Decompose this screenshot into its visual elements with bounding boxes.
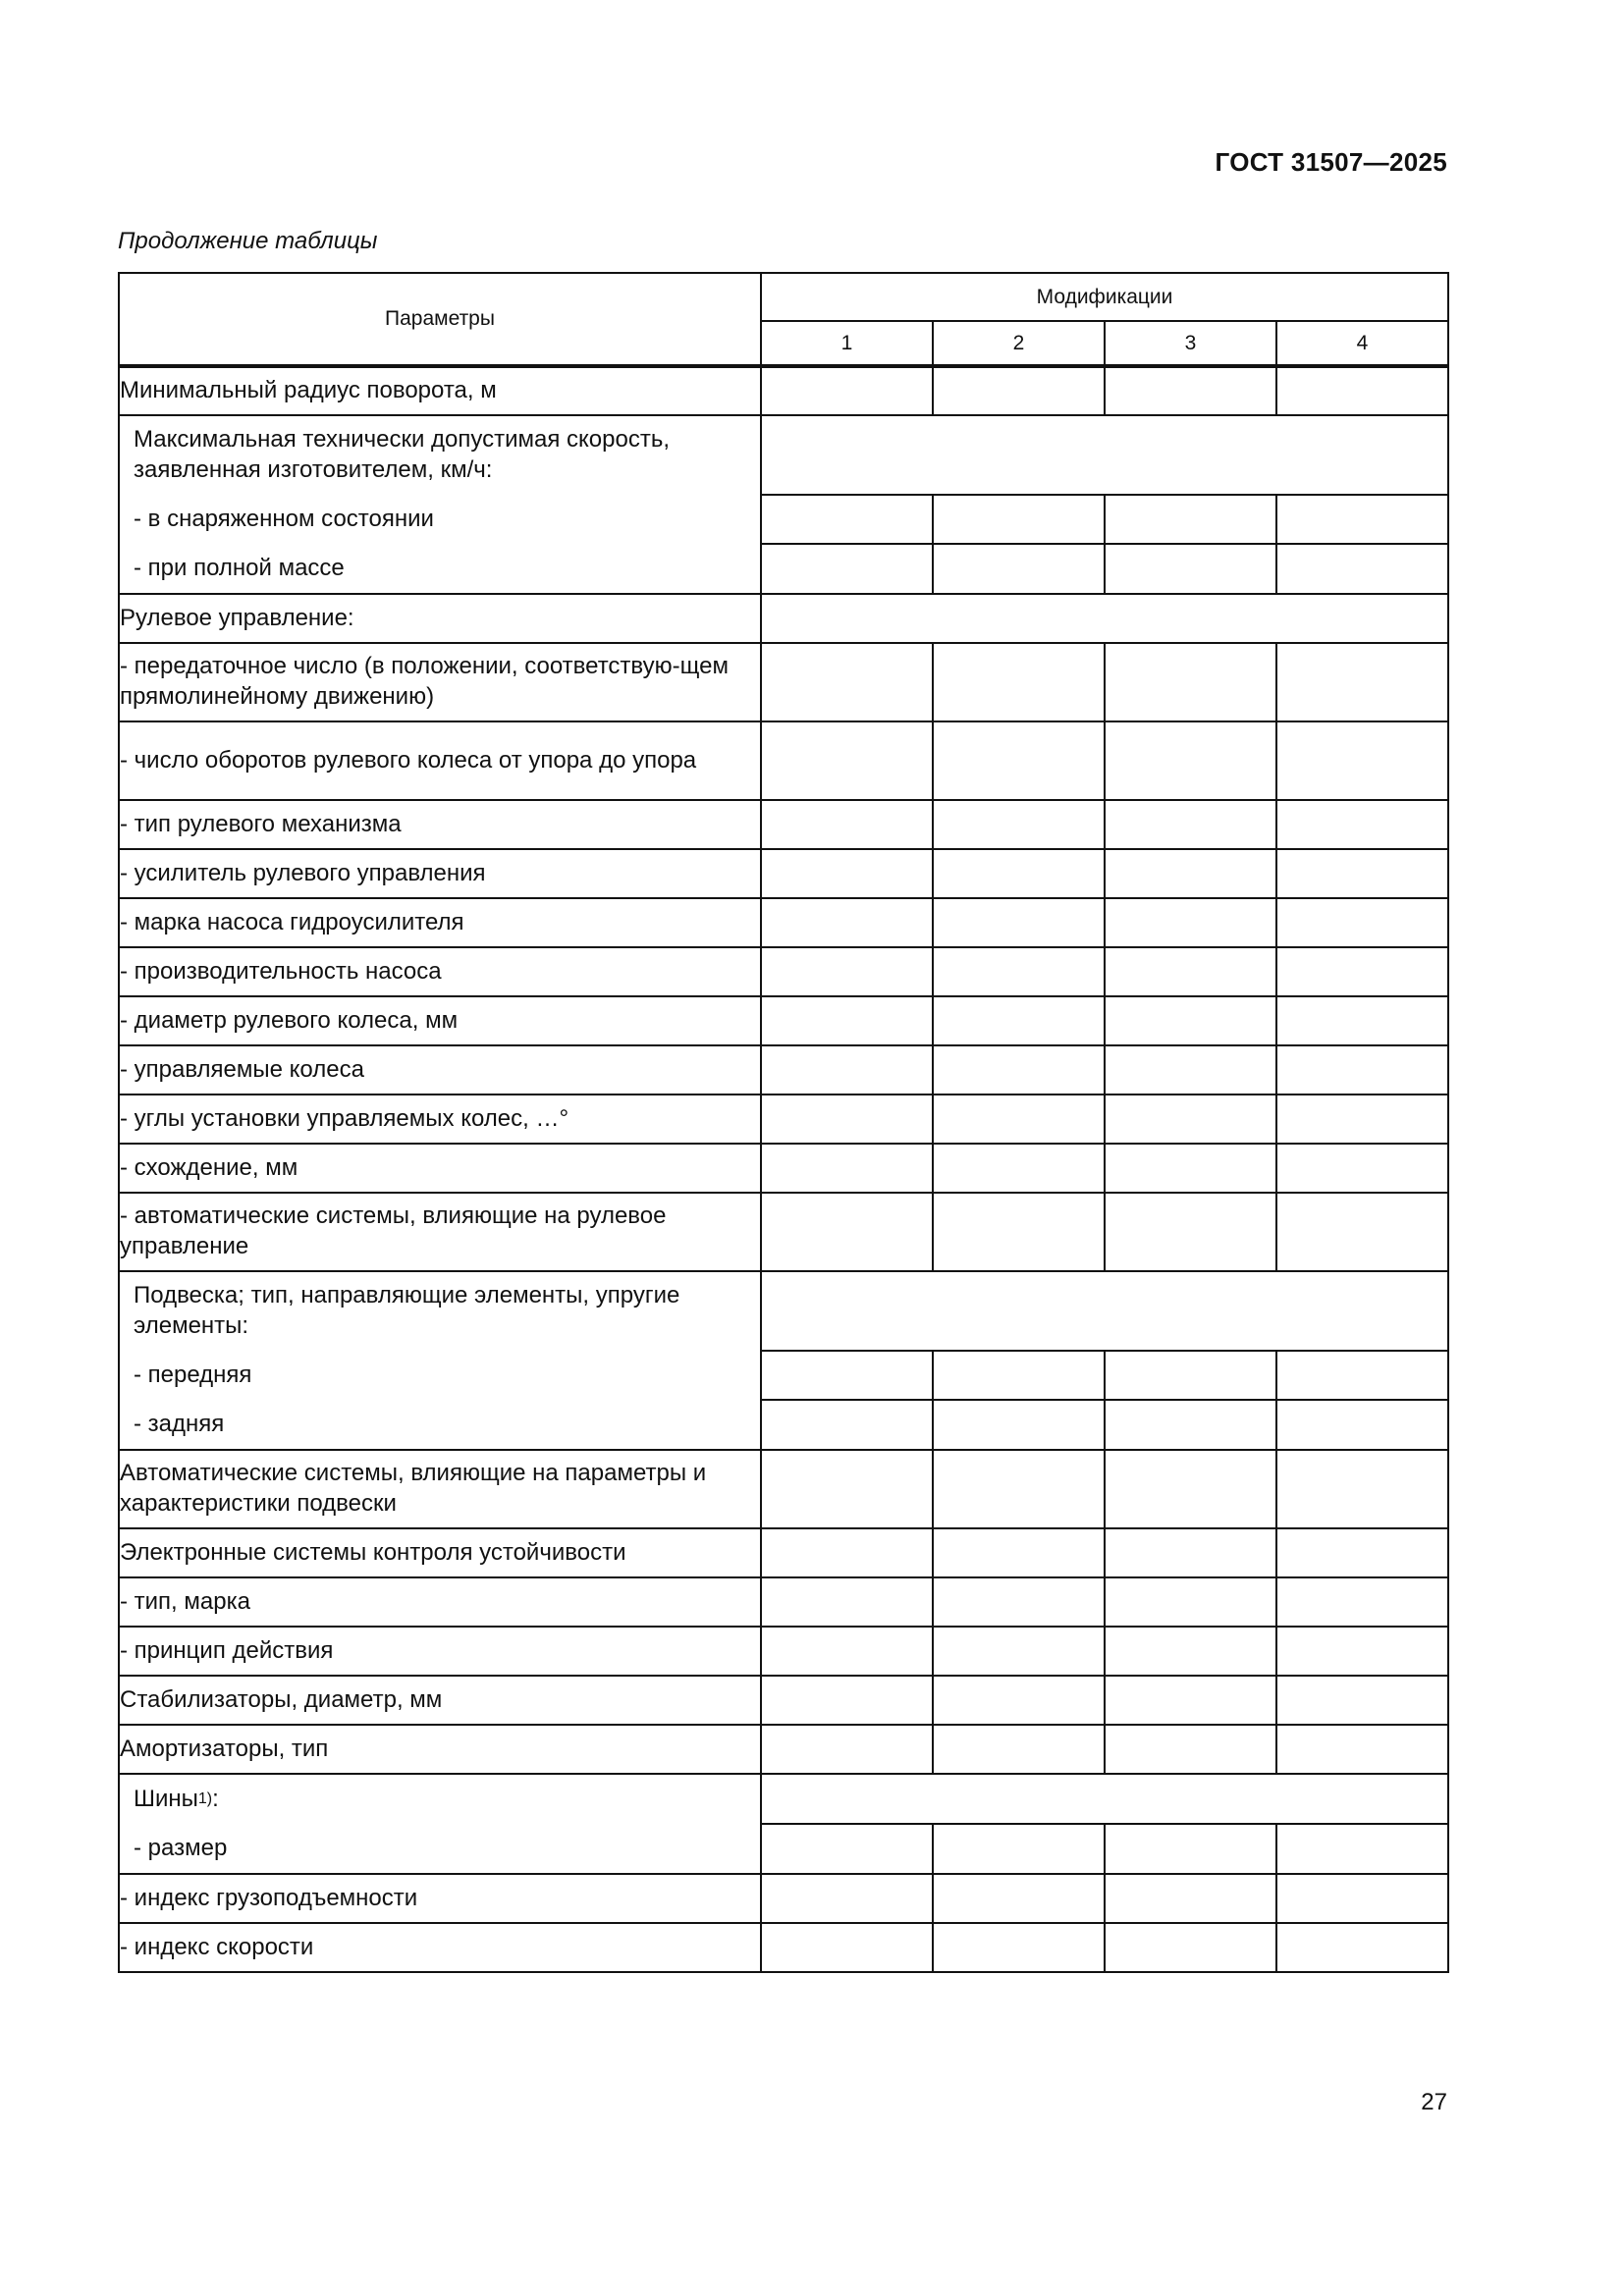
value-cell (761, 366, 933, 415)
footnote-ref: 1) (197, 1789, 213, 1807)
value-cell (761, 1725, 933, 1774)
value-cell (1276, 800, 1448, 849)
value-cell (933, 1923, 1105, 1972)
value-cell (1105, 849, 1276, 898)
param-cell: - углы установки управляемых колес, …° (119, 1095, 761, 1144)
value-cell (761, 1577, 933, 1627)
value-cell (1276, 1725, 1448, 1774)
param-cell: - тип рулевого механизма (119, 800, 761, 849)
value-cell (1276, 1676, 1448, 1725)
value-cell (1276, 849, 1448, 898)
value-cell (1105, 643, 1276, 721)
param-cell: - число оборотов рулевого колеса от упора до упора (119, 721, 761, 800)
value-cell (933, 898, 1105, 947)
value-cell (761, 1045, 933, 1095)
merged-value-cell (761, 1271, 1448, 1351)
table-row (119, 1774, 1448, 1824)
parameters-header: Параметры (119, 273, 761, 366)
value-cell (761, 1095, 933, 1144)
value-cell (1276, 1045, 1448, 1095)
param-cell: - тип, марка (119, 1577, 761, 1627)
value-cell (1276, 947, 1448, 996)
value-cell (1276, 1577, 1448, 1627)
value-cell (1276, 366, 1448, 415)
value-cell (933, 1095, 1105, 1144)
table-row (119, 849, 1448, 898)
value-cell (1105, 1577, 1276, 1627)
table-row (119, 1193, 1448, 1271)
param-label: - при полной массе (134, 554, 345, 581)
param-cell: Амортизаторы, тип (119, 1725, 761, 1774)
value-cell (1276, 898, 1448, 947)
value-cell (1105, 1824, 1276, 1874)
param-cell: - управляемые колеса (119, 1045, 761, 1095)
param-cell: - марка насоса гидроусилителя (119, 898, 761, 947)
value-cell (761, 1193, 933, 1271)
value-cell (1276, 1193, 1448, 1271)
value-cell (1105, 1144, 1276, 1193)
value-cell (933, 1528, 1105, 1577)
param-cell: - индекс скорости (119, 1923, 761, 1972)
value-cell (933, 1627, 1105, 1676)
value-cell (761, 1824, 933, 1874)
merged-value-cell (761, 1774, 1448, 1824)
table-row (119, 898, 1448, 947)
value-cell (1105, 1874, 1276, 1923)
param-cell: Стабилизаторы, диаметр, мм (119, 1676, 761, 1725)
value-cell (761, 1450, 933, 1528)
param-label: - задняя (134, 1410, 225, 1437)
modification-3-header: 3 (1105, 321, 1276, 366)
param-label: Максимальная технически допустимая скорость, заявленная изготовителем, км/ч: (134, 426, 670, 483)
value-cell (933, 1676, 1105, 1725)
value-cell (761, 1400, 933, 1450)
value-cell (1276, 1627, 1448, 1676)
value-cell (1105, 898, 1276, 947)
value-cell (761, 643, 933, 721)
param-cell: - схождение, мм (119, 1144, 761, 1193)
value-cell (761, 849, 933, 898)
value-cell (1276, 495, 1448, 545)
value-cell (1105, 1676, 1276, 1725)
param-label: Подвеска; тип, направляющие элементы, упругие элементы: (134, 1282, 680, 1339)
value-cell (1105, 495, 1276, 545)
table-row (119, 1528, 1448, 1577)
value-cell (761, 1144, 933, 1193)
value-cell (761, 947, 933, 996)
value-cell (1105, 1528, 1276, 1577)
value-cell (1105, 1095, 1276, 1144)
param-group-max-speed (119, 415, 761, 594)
value-cell (1105, 1627, 1276, 1676)
table-row (119, 996, 1448, 1045)
modification-4-header: 4 (1276, 321, 1448, 366)
value-cell (1276, 1824, 1448, 1874)
table-row (119, 1577, 1448, 1627)
value-cell (933, 849, 1105, 898)
param-cell: - производительность насоса (119, 947, 761, 996)
table-row (119, 1095, 1448, 1144)
merged-value-cell (761, 594, 1448, 643)
table-row (119, 1271, 1448, 1351)
value-cell (761, 898, 933, 947)
param-label: - передняя (134, 1361, 252, 1388)
merged-value-cell (761, 415, 1448, 495)
value-cell (1105, 1400, 1276, 1450)
table-row (119, 1676, 1448, 1725)
param-group-tires (119, 1774, 761, 1874)
param-cell: - индекс грузоподъемности (119, 1874, 761, 1923)
table-caption: Продолжение таблицы (118, 228, 378, 254)
table-row (119, 415, 1448, 495)
value-cell (1276, 643, 1448, 721)
value-cell (761, 800, 933, 849)
value-cell (1276, 1144, 1448, 1193)
modification-1-header: 1 (761, 321, 933, 366)
table-row (119, 366, 1448, 415)
value-cell (933, 1045, 1105, 1095)
param-label: - размер (134, 1834, 228, 1861)
value-cell (1276, 1450, 1448, 1528)
value-cell (1105, 1351, 1276, 1401)
value-cell (1105, 1450, 1276, 1528)
value-cell (761, 544, 933, 594)
param-cell: - усилитель рулевого управления (119, 849, 761, 898)
value-cell (1105, 800, 1276, 849)
value-cell (1105, 947, 1276, 996)
value-cell (761, 1351, 933, 1401)
param-label (134, 1775, 750, 1824)
value-cell (1276, 544, 1448, 594)
value-cell (933, 544, 1105, 594)
table-header-row (119, 273, 1448, 321)
document-code: ГОСТ 31507—2025 (1215, 147, 1447, 177)
value-cell (761, 721, 933, 800)
table-row (119, 1450, 1448, 1528)
value-cell (933, 1144, 1105, 1193)
value-cell (1105, 996, 1276, 1045)
table-row (119, 643, 1448, 721)
value-cell (1276, 721, 1448, 800)
value-cell (1276, 1923, 1448, 1972)
value-cell (761, 996, 933, 1045)
value-cell (1105, 544, 1276, 594)
modification-2-header: 2 (933, 321, 1105, 366)
value-cell (933, 1450, 1105, 1528)
value-cell (933, 1874, 1105, 1923)
value-cell (933, 495, 1105, 545)
value-cell (1105, 1725, 1276, 1774)
table-row (119, 1045, 1448, 1095)
page-number: 27 (1421, 2089, 1447, 2115)
param-group-suspension (119, 1271, 761, 1450)
value-cell (1276, 1095, 1448, 1144)
value-cell (1105, 1193, 1276, 1271)
value-cell (933, 1351, 1105, 1401)
value-cell (1276, 1351, 1448, 1401)
value-cell (933, 643, 1105, 721)
param-cell: Рулевое управление: (119, 594, 761, 643)
table-row (119, 721, 1448, 800)
value-cell (933, 947, 1105, 996)
value-cell (1276, 1874, 1448, 1923)
value-cell (933, 721, 1105, 800)
modifications-header: Модификации (761, 273, 1448, 321)
value-cell (933, 1725, 1105, 1774)
value-cell (761, 1627, 933, 1676)
table-row (119, 947, 1448, 996)
value-cell (933, 1577, 1105, 1627)
table-row (119, 1725, 1448, 1774)
param-cell: - принцип действия (119, 1627, 761, 1676)
table-row (119, 1874, 1448, 1923)
table-row (119, 800, 1448, 849)
tires-colon: : (212, 1785, 219, 1812)
param-cell: Минимальный радиус поворота, м (119, 366, 761, 415)
tires-label: Шины (134, 1785, 198, 1812)
table-row (119, 594, 1448, 643)
table-row (119, 1923, 1448, 1972)
value-cell (933, 1400, 1105, 1450)
value-cell (761, 495, 933, 545)
value-cell (761, 1528, 933, 1577)
value-cell (1105, 1923, 1276, 1972)
value-cell (933, 366, 1105, 415)
param-cell: - автоматические системы, влияющие на рулевое управление (119, 1193, 761, 1271)
value-cell (1105, 1045, 1276, 1095)
value-cell (761, 1874, 933, 1923)
specifications-table (118, 272, 1449, 1973)
value-cell (933, 996, 1105, 1045)
table-row (119, 1144, 1448, 1193)
param-cell: Автоматические системы, влияющие на параметры и характеристики подвески (119, 1450, 761, 1528)
param-cell: - диаметр рулевого колеса, мм (119, 996, 761, 1045)
value-cell (1105, 366, 1276, 415)
table-row (119, 1627, 1448, 1676)
value-cell (1276, 996, 1448, 1045)
param-cell: - передаточное число (в положении, соответствую-щем прямолинейному движению) (119, 643, 761, 721)
value-cell (933, 1824, 1105, 1874)
param-cell: Электронные системы контроля устойчивости (119, 1528, 761, 1577)
value-cell (933, 800, 1105, 849)
value-cell (933, 1193, 1105, 1271)
value-cell (1276, 1400, 1448, 1450)
value-cell (1105, 721, 1276, 800)
value-cell (761, 1923, 933, 1972)
value-cell (761, 1676, 933, 1725)
param-label: - в снаряженном состоянии (134, 505, 434, 532)
value-cell (1276, 1528, 1448, 1577)
